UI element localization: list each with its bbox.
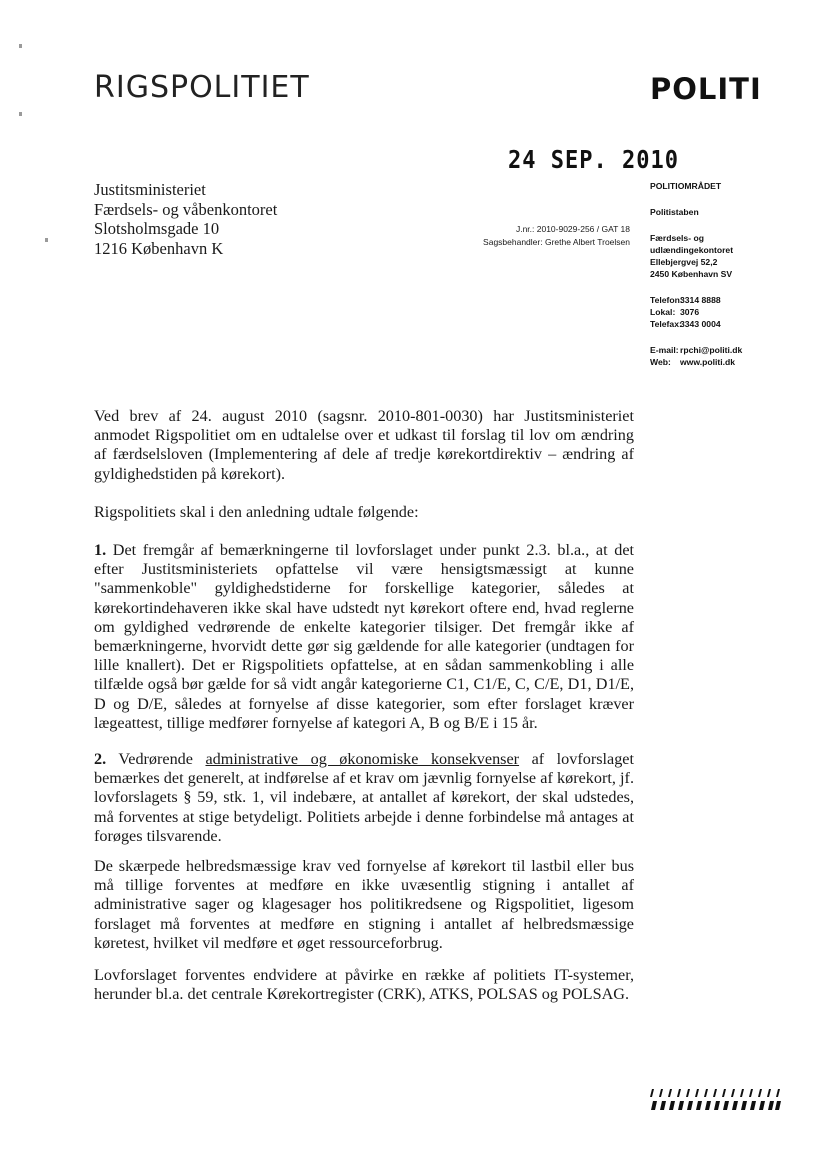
phone-value: 3314 8888 (680, 295, 721, 305)
paragraph-3-text: De skærpede helbredsmæssige krav ved fornyelse af kørekort til lastbil eller bus må tillige forventes at medføre en ikke uvæsentlig stigning i antallet af administrative sager og klagesager hos politikredsene og Rigspolitiet, ligesom forslaget må forventes at medføre en stigning i antallet af helbredsmæssige køretest, hvilket vil medføre et øget ressourceforbrug. (94, 857, 634, 952)
journal-number: J.nr.: 2010-9029-256 / GAT 18 (515, 224, 630, 234)
paragraph-3 (94, 857, 634, 953)
intro-paragraph (94, 407, 634, 484)
sidebar-dept: udlændingekontoret (650, 245, 734, 255)
paragraph-number: 1. (94, 541, 107, 559)
paragraph-4 (94, 966, 634, 1004)
scan-speck (19, 112, 22, 116)
reference-block (460, 223, 630, 249)
footer-stripe-logo (650, 1087, 782, 1113)
local-value: 3076 (680, 307, 700, 317)
email-label: E-mail: (650, 345, 679, 355)
intro-text: Ved brev af 24. august 2010 (sagsnr. 2010-801-0030) har Justitsministeriet anmodet Rigspolitiet om en udtalelse over et udkast til forslag til lov om ændring af færdselsloven (Implementering af dele af tredje kørekortdirektiv – ændring af gyldighedstiden på kørekort). (94, 407, 634, 483)
fax-label: Telefax: (650, 319, 682, 329)
local-row (650, 306, 800, 318)
paragraph-1-text: Det fremgår af bemærkningerne til lovforslaget under punkt 2.3. bl.a., at det efter Justitsministeriets opfattelse vil være hensigtsmæssigt at kunne "sammenkoble" gyldighedstiderne for forskellige kategorier, således at kørekortindehaveren ikke skal have udstedt nyt kørekort oftere end, hvad reglerne om gyldighed vedrørende de enkelte kategorier tilsiger. Det fremgår ikke af bemærkningerne, hvorvidt dette gør sig gældende for alle kategorier (undtagen for lille knallert). Det er Rigspolitiets opfattelse, at en sådan sammenkobling i alle tilfælde også bør gælde for så vidt angår kategorierne C1, C1/E, C, C/E, D1, D1/E, D og D/E, således at fornyelse af disse kategorier, som efter forslaget kræver lægeattest, tillige medfører fornyelse af kategori A, B og B/E i 15 år. (94, 541, 635, 732)
sidebar-area: POLITIOMRÅDET (650, 181, 722, 191)
phone-label: Telefon: (650, 295, 683, 305)
paragraph-2-underlined: administrative og økonomiske konsekvenser (205, 750, 520, 768)
fax-row (650, 318, 800, 330)
sender-sidebar (650, 180, 800, 368)
sidebar-dept: Færdsels- og (650, 233, 704, 243)
recipient-address (94, 180, 277, 258)
recipient-line: 1216 København K (94, 238, 224, 258)
web-value: www.politi.dk (680, 357, 736, 367)
email-row (650, 344, 800, 356)
phone-row (650, 294, 800, 306)
paragraph-2-lead: Vedrørende (118, 750, 193, 768)
lead-text: Rigspolitiets skal i den anledning udtale følgende: (94, 503, 419, 521)
paragraph-4-text: Lovforslaget forventes endvidere at påvirke en række af politiets IT-systemer, herunder bl.a. det centrale Kørekortregister (CRK), ATKS, POLSAS og POLSAG. (94, 966, 634, 1004)
local-label: Lokal: (650, 307, 676, 317)
politi-logo: POLITI (650, 72, 762, 106)
date-stamp: 24 SEP. 2010 (508, 146, 679, 175)
scan-speck (45, 238, 48, 242)
organization-title: RIGSPOLITIET (94, 70, 310, 105)
sidebar-unit: Politistaben (650, 207, 699, 217)
fax-value: 3343 0004 (680, 319, 721, 329)
web-row (650, 356, 800, 368)
email-value: rpchi@politi.dk (680, 345, 743, 355)
lead-paragraph (94, 503, 634, 522)
recipient-line: Justitsministeriet (94, 180, 206, 199)
web-label: Web: (650, 357, 671, 367)
sidebar-street: Ellebjergvej 52,2 (650, 257, 718, 267)
sidebar-city: 2450 København SV (650, 269, 733, 279)
paragraph-number: 2. (94, 750, 107, 768)
scan-speck (19, 44, 22, 48)
paragraph-2-text: af lovforslaget bemærkes det generelt, at indførelse af et krav om jævnlig fornyelse af kørekort, jf. lovforslagets § 59, stk. 1, vil indebære, at antallet af kørekort, der skal udstedes, må forventes at stige betydeligt. Politiets arbejde i denne forbindelse må antages at forøges tilsvarende. (94, 750, 634, 845)
recipient-line: Slotsholmsgade 10 (94, 219, 220, 238)
case-handler: Sagsbehandler: Grethe Albert Troelsen (483, 237, 630, 247)
paragraph-1 (94, 541, 634, 733)
paragraph-2 (94, 750, 634, 846)
recipient-line: Færdsels- og våbenkontoret (94, 199, 278, 219)
